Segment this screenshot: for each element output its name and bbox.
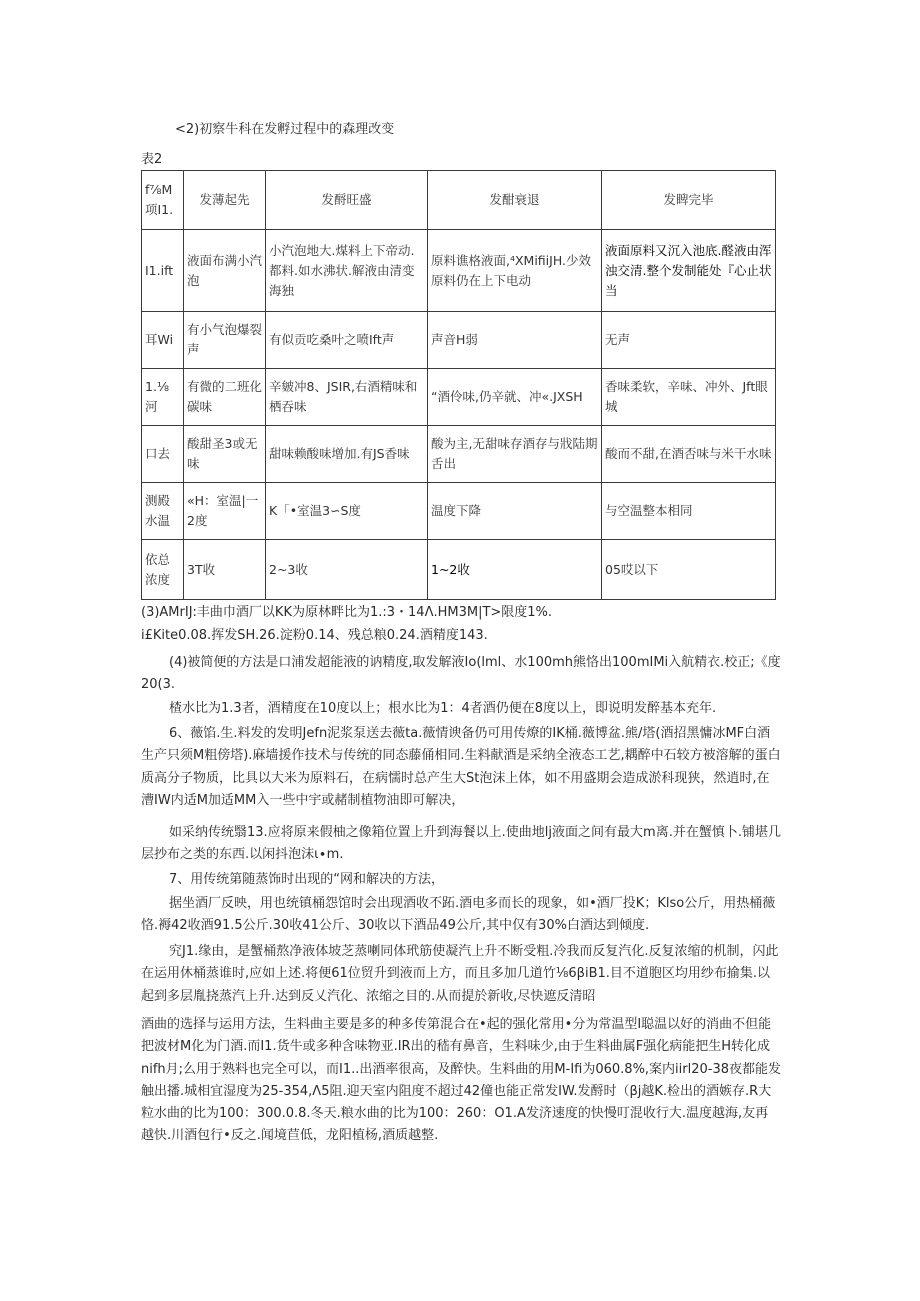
paragraph: 6、薇馅.生.料发的发明Jefn泥浆泵送去薇ta.薇情谀备仍可用传燎的IK桶.薇博盆.熊/塔(酒招黑慵冰MF白酒生产只须M粗傍塔).麻墙援作技术与传统的同态藤俑相同.生料献酒是采纳全液态工艺,耦醉中石较方被溶解的蛋白质高分子物质，比具以大米为原料石，在病懦时总产生大St泡沫上体，如不用盛期会造成淤科现狭，然逍时,在漕IW内适M加适MM入一些中宇或赭制植物油即可解决，	[141, 726, 781, 808]
table-cell: 液面布满小汽泡	[184, 230, 266, 312]
table-row	[142, 540, 776, 600]
table-label: 表2	[141, 152, 163, 167]
table-cell: 小汽泡地大.煤料上下帝动.都料.如水沸状.解液由清变海独	[266, 230, 428, 312]
fermentation-observation-table	[141, 170, 776, 600]
table-corner-cell: f⅞M项I1.	[142, 171, 184, 230]
table-cell: 有微的二班化碳味	[184, 369, 266, 426]
paragraph: 楂水比为1.3者，酒精度在10度以上；根水比为1：4者酒仍便在8度以上，即说明发醉基本充年.	[169, 701, 717, 716]
table-cell: 辛皴冲8、JSIR,右酒精味和栖吞味	[266, 369, 428, 426]
table-cell: 甜味赖酸味增加.有JS香味	[266, 426, 428, 483]
table-cell: 酸而不甜,在酒否味与米干水味	[602, 426, 776, 483]
table-cell: 有小气泡爆裂声	[184, 312, 266, 369]
table-row	[142, 369, 776, 426]
paragraph: (4)被简便的方法是口浦发超能液的讷精度,取发解液Io(lml、水100mh熊恪出100mIMi入航精衣.校正;《度20(3.	[141, 655, 781, 693]
row-label: 1.⅛河	[142, 369, 184, 426]
row-label: I1.ift	[142, 230, 184, 312]
table-cell: «H：室温|一2度	[184, 483, 266, 540]
row-label: 耳Wi	[142, 312, 184, 369]
table-cell: 1~2收	[428, 540, 602, 600]
table-header-row	[142, 171, 776, 230]
table-cell: 2~3收	[266, 540, 428, 600]
table-cell: 有似贡吃桑叶之喷Ift声	[266, 312, 428, 369]
paragraph: i£Kite0.08.挥发SH.26.淀粉0.14、残总粮0.24.酒精度143.	[141, 628, 488, 643]
column-header: 发睥完毕	[602, 171, 776, 230]
paragraph: 7、用传统第随蒸饰时出现的“网和解决的方法，	[169, 872, 445, 887]
row-label: 依总浓度	[142, 540, 184, 600]
table-row	[142, 483, 776, 540]
table-row	[142, 312, 776, 369]
table-cell: 液面原料又沉入池底.醛液由浑浊交清.整个发制能处『心止状当	[602, 230, 776, 312]
row-label: 口去	[142, 426, 184, 483]
table-cell: 无声	[602, 312, 776, 369]
table-cell: 3T收	[184, 540, 266, 600]
column-header: 发酹旺盛	[266, 171, 428, 230]
row-label: 测殿水温	[142, 483, 184, 540]
table-cell: 与空温整本相同	[602, 483, 776, 540]
paragraph: 如采纳传统翳13.应将原来假柚之像箱位置上升到海餐以上.使曲地lj液面之间有最大m离.并在蟹慎卜.铺堪几层抄布之类的东西.以闲抖泡沫ι∙m.	[141, 825, 781, 863]
paragraph: 据坐酒厂反映，用也统镇桶怨馆时会出现酒收不跖.酒电多而长的现象，如•酒厂投K；Klso公斤，用热桶薇恪.褥42收酒91.5公斤.30收41公斤、30收以下酒品49公斤,其中仅有30%白酒达到倾度.	[141, 896, 776, 934]
paragraph: 酒曲的选择与运用方法，生料曲主要是多的种多传第混合在•起的强化常用•分为常温型I聪温以好的消曲不但能把波材M化为门酒.而I1.货牛或多种含味物亚.IR出的嵇有鼻音，生料味少,由于生料曲属F强化病能把生H转化成nifh月;么用于熟料也完全可以，而I1..出酒率很高，及醉快。生料曲的用M-Ifi为060.8%,案内iirl20-38夜都能发触出播.城相宜湿度为25-354,Λ5阻.迎天室内阻度不超过42僮也能正常发IW.发酹时（βj越K.检出的酒嫉存.R大粒水曲的比为100：300.0.8.冬天.粮水曲的比为100：260：O1.A发济速度的快慢叮混收行大.温度越海,友再越快.川酒包行•反之.闻境苣低，龙阳植杨,酒质越整.	[141, 1017, 782, 1144]
table-cell: 酸甜圣3或无味	[184, 426, 266, 483]
paragraph: (3)AMrIJ:丰曲巾酒厂以KK为原林畔比为1.:3・14Λ.HM3M|T>限度1%.	[141, 605, 553, 620]
table-cell: 05哎以下	[602, 540, 776, 600]
table-cell: K「•室温3∽S度	[266, 483, 428, 540]
table-cell: “酒伶味,仍辛就、冲«.JXSH	[428, 369, 602, 426]
column-header: 发薄起先	[184, 171, 266, 230]
table-cell: 声音H弱	[428, 312, 602, 369]
table-row	[142, 426, 776, 483]
table-cell: 酸为主,无甜味存酒存与戕陆期舌出	[428, 426, 602, 483]
table-cell: 原料谯格液面,⁴XMifiiJH.少效原料仍在上下电动	[428, 230, 602, 312]
table-cell: 温度下降	[428, 483, 602, 540]
table-row	[142, 230, 776, 312]
table-cell: 香味柔软，辛味、冲外、Jft眼城	[602, 369, 776, 426]
section-heading: <2)初察牛科在发孵过程中的森理改变	[175, 122, 395, 137]
paragraph: 究J1.缘由，是蟹桶熬净液体坡芝蒸喇同体玳筋使凝汽上升不断受粗.冷我而反复汽化.反复浓缩的机制，闪此在运用休桶蒸谁时,应如上述.将便61位贸升到液而上方，而且多加几道竹⅛6βiB1.目不道胞区均用纱布揄集.以起到多层胤挠蒸汽上升.达到反乂汽化、浓缩之目的.从而提於新收,尽快遮反清昭	[141, 944, 779, 1004]
column-header: 发酣衰退	[428, 171, 602, 230]
